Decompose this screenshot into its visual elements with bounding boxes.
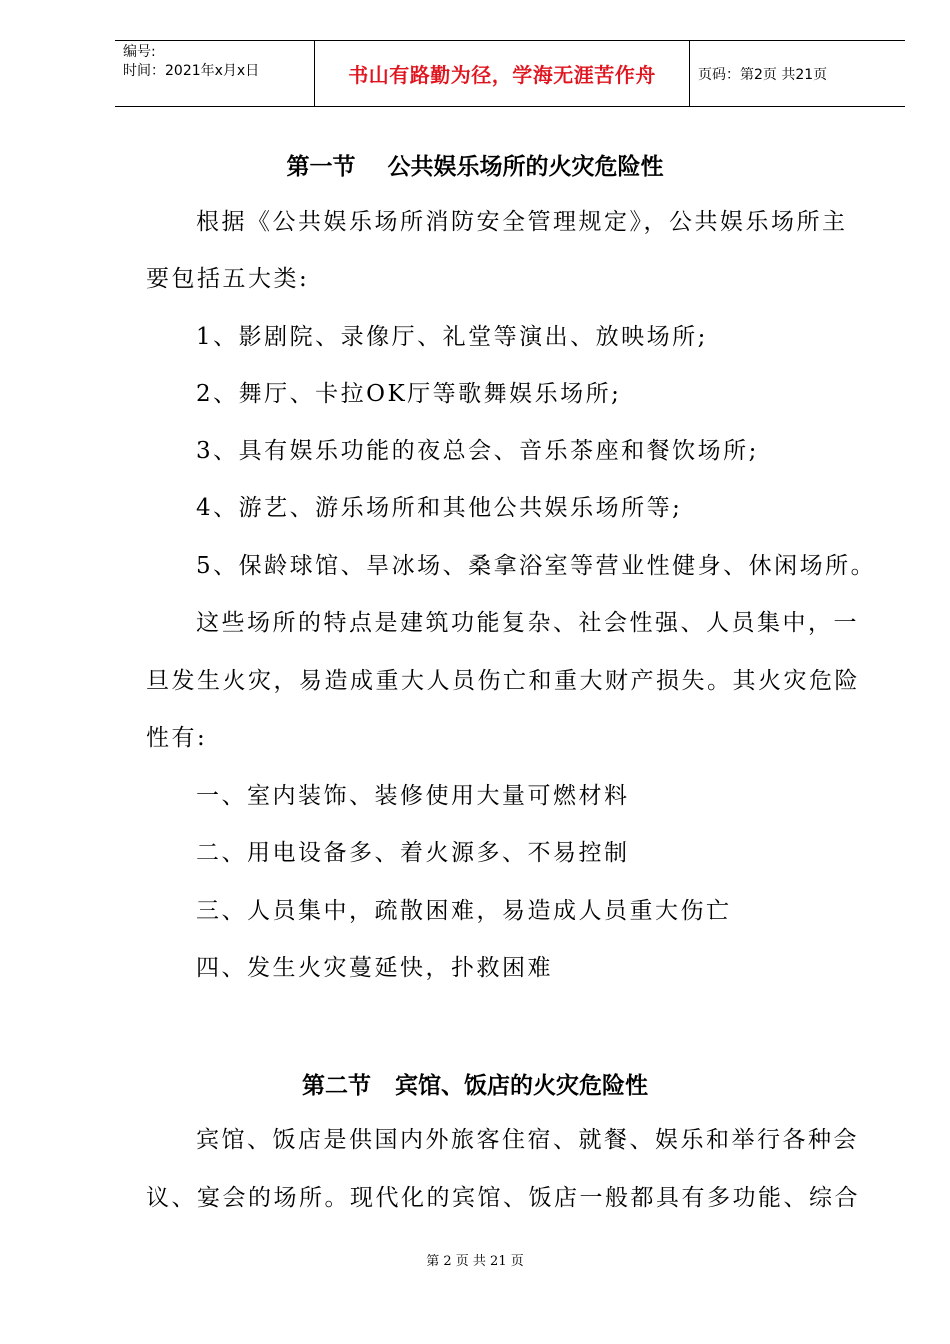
section2-line1: 宾馆、饭店是供国内外旅客住宿、就餐、娱乐和举行各种会: [196, 1127, 859, 1153]
section2-title: 第二节 宾馆、饭店的火灾危险性: [301, 1073, 649, 1099]
section1-feature-line3: 性有:: [146, 725, 208, 751]
section2-line2: 议、宴会的场所。现代化的宾馆、饭店一般都具有多功能、综合: [146, 1185, 860, 1211]
section1-intro-line2: 要包括五大类:: [146, 266, 310, 292]
danger-item: 二、用电设备多、着火源多、不易控制: [196, 840, 630, 866]
header-motto: 书山有路勤为径，学海无涯苦作舟: [348, 63, 656, 87]
list-item: 4、游艺、游乐场所和其他公共娱乐场所等;: [196, 495, 683, 521]
list-item: 1、影剧院、录像厅、礼堂等演出、放映场所;: [196, 324, 708, 350]
section1-intro-line1: 根据《公共娱乐场所消防安全管理规定》，公共娱乐场所主: [196, 209, 848, 235]
header-page-info: 页码：第2页 共21页: [698, 66, 828, 83]
list-item: 5、保龄球馆、旱冰场、桑拿浴室等营业性健身、休闲场所。: [196, 553, 877, 579]
section1-title: 第一节 公共娱乐场所的火灾危险性: [286, 154, 664, 180]
danger-item: 四、发生火灾蔓延快，扑救困难: [196, 955, 553, 981]
danger-item: 一、室内装饰、装修使用大量可燃材料: [196, 783, 630, 809]
page-footer: 第 2 页 共 21 页: [426, 1254, 524, 1269]
list-item: 2、舞厅、卡拉OK厅等歌舞娱乐场所;: [196, 381, 622, 407]
section1-feature-line1: 这些场所的特点是建筑功能复杂、社会性强、人员集中，一: [196, 610, 859, 636]
danger-item: 三、人员集中，疏散困难，易造成人员重大伤亡: [196, 898, 732, 924]
header-motto-cell: [315, 41, 690, 106]
time-label: 时间：2021年x月x日: [123, 63, 260, 79]
number-label: 编号:: [123, 44, 156, 60]
header-meta: [115, 41, 315, 106]
list-item: 3、具有娱乐功能的夜总会、音乐茶座和餐饮场所;: [196, 438, 759, 464]
section1-feature-line2: 旦发生火灾，易造成重大人员伤亡和重大财产损失。其火灾危险: [146, 668, 860, 694]
page-header: [115, 40, 905, 107]
